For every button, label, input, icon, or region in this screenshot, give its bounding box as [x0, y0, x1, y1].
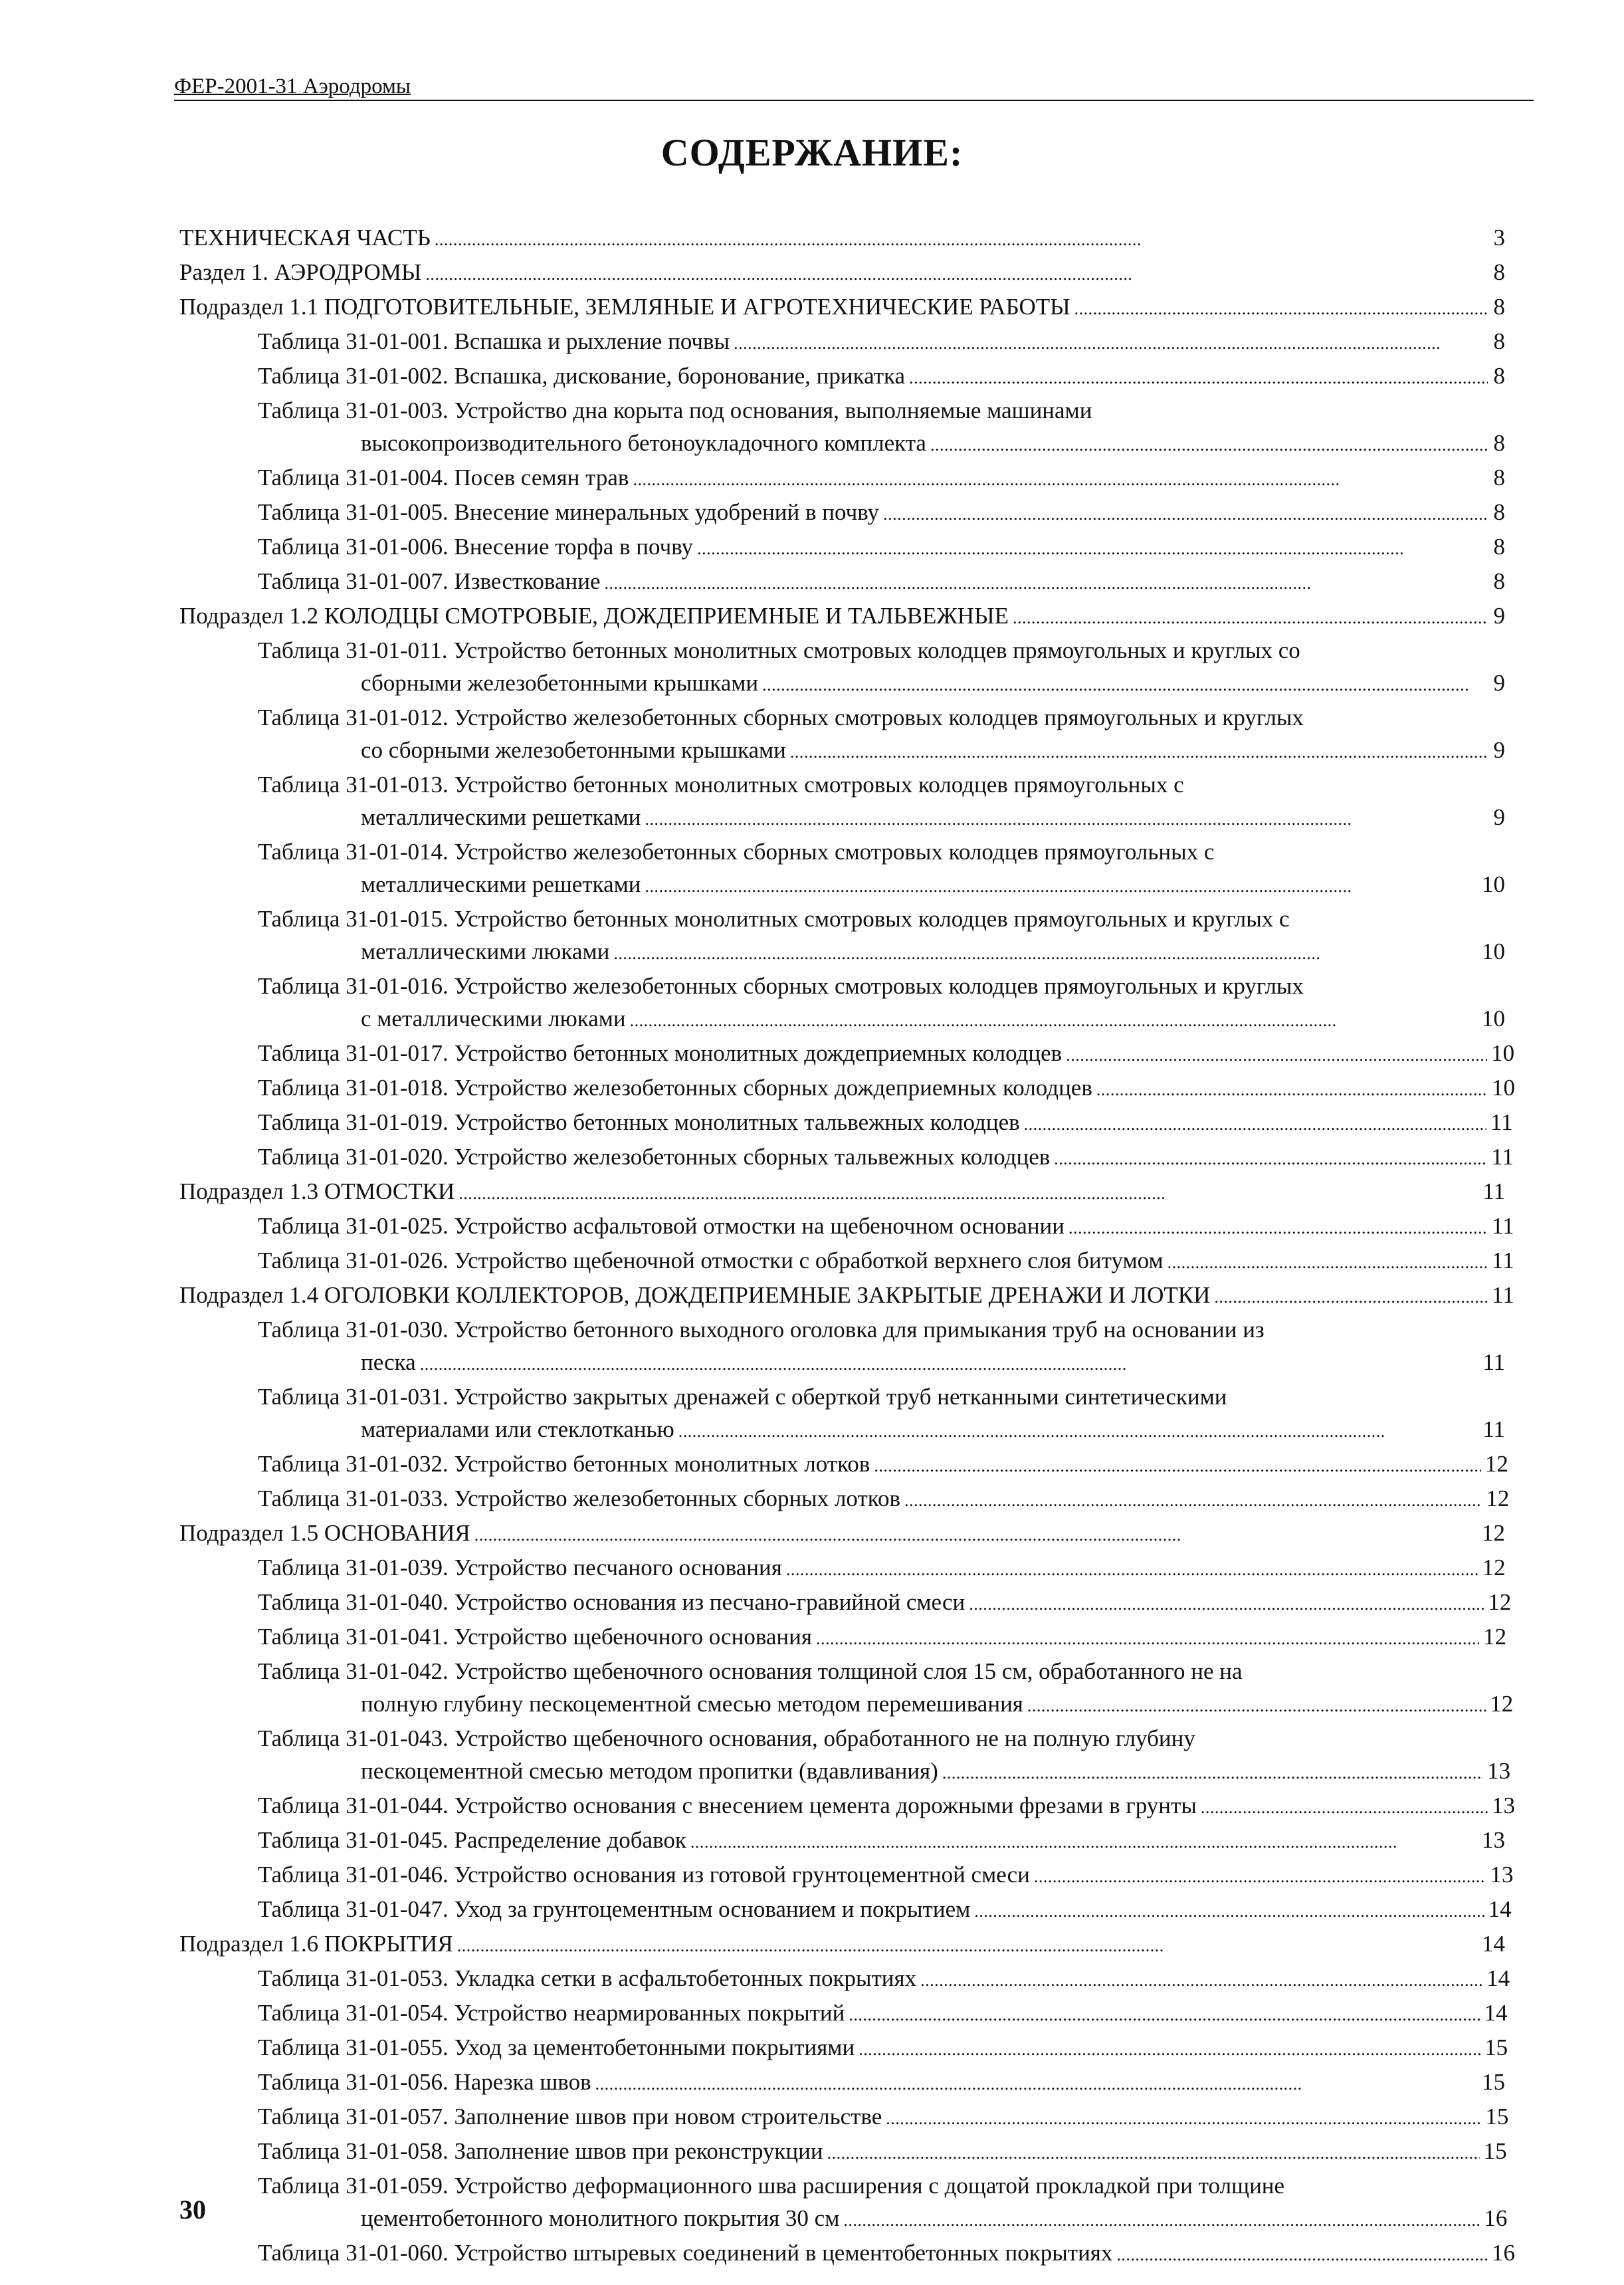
toc-entry-text: Таблица 31-01-006. Внесение торфа в почву [258, 534, 694, 560]
toc-page-number: 11 [1492, 1282, 1514, 1308]
dot-leader [1024, 1108, 1486, 1141]
toc-page-number: 8 [1493, 534, 1505, 560]
toc-entry-text: Таблица 31-01-018. Устройство железобетонных сборных дождеприемных колодцев [258, 1075, 1092, 1101]
toc-entry [179, 1380, 1505, 1448]
toc-entry [179, 634, 1505, 701]
toc-entry-text: Таблица 31-01-014. Устройство железобетонных сборных смотровых колодцев прямоугольных с [258, 839, 1215, 865]
toc-entry-text: Таблица 31-01-032. Устройство бетонных монолитных лотков [258, 1451, 870, 1477]
toc-entry [179, 360, 1505, 394]
dot-leader [474, 1519, 1478, 1551]
dot-leader [969, 1588, 1484, 1620]
toc-entry-text: Таблица 31-01-017. Устройство бетонных монолитных дождеприемных колодцев [258, 1040, 1063, 1066]
toc-entry-text: Таблица 31-01-042. Устройство щебеночного основания толщиной слоя 15 см, обработанного не на [258, 1658, 1243, 1684]
toc-entry-text: сборными железобетонными крышками [361, 670, 759, 696]
toc-entry [179, 2169, 1508, 2236]
toc-entry-text: пескоцементной смесью методом пропитки (вдавливания) [361, 1758, 938, 1784]
toc-entry-text: Таблица 31-01-031. Устройство закрытых дренажей с оберткой труб нетканными синтетическими [258, 1384, 1227, 1410]
dot-leader [1054, 1142, 1487, 1175]
toc-page-number: 11 [1482, 1349, 1505, 1375]
toc-entry-text: с металлическими люками [361, 1006, 626, 1032]
toc-page-number: 12 [1482, 1555, 1506, 1580]
toc-entry-text: Таблица 31-01-043. Устройство щебеночного основания, обработанного не на полную глубину [258, 1725, 1195, 1751]
toc-entry-text: материалами или стеклотканью [361, 1416, 674, 1442]
toc-entry [179, 599, 1505, 634]
toc-entry [179, 1655, 1514, 1722]
toc-entry-text: Подраздел 1.2 КОЛОДЦЫ СМОТРОВЫЕ, ДОЖДЕПРИЕМНЫЕ И ТАЛЬВЕЖНЫЕ [179, 603, 1009, 629]
toc-entry-text: Таблица 31-01-033. Устройство железобетонных сборных лотков [258, 1485, 900, 1511]
toc-page-number: 8 [1493, 363, 1505, 389]
toc-entry-text: Таблица 31-01-054. Устройство неармированных покрытий [258, 2000, 845, 2026]
dot-leader [1096, 1073, 1488, 1106]
dot-leader [613, 937, 1478, 970]
toc-entry-text: Таблица 31-01-057. Заполнение швов при новом строительстве [258, 2104, 882, 2129]
toc-entry [179, 701, 1505, 768]
running-title: ФЕР-2001-31 Аэродромы [174, 74, 411, 98]
toc-page-number: 11 [1492, 1248, 1514, 1273]
toc-entry-text: цементобетонного монолитного покрытия 30 см [361, 2205, 840, 2231]
dot-leader [645, 870, 1478, 903]
page-number: 30 [179, 2195, 206, 2225]
toc-entry-text: Таблица 31-01-004. Посев семян трав [258, 465, 629, 490]
toc-page-number: 9 [1493, 670, 1505, 696]
toc-entry-text: Таблица 31-01-055. Уход за цементобетонными покрытиями [258, 2034, 855, 2060]
dot-leader [786, 1553, 1478, 1586]
dot-leader [859, 2033, 1480, 2066]
dot-leader [1201, 1791, 1488, 1824]
toc-page-number: 8 [1493, 328, 1505, 354]
toc-entry [179, 1482, 1510, 1517]
toc-page-number: 8 [1493, 294, 1505, 320]
toc-entry [179, 1620, 1505, 1655]
toc-page-number: 16 [1484, 2205, 1508, 2231]
dot-leader [849, 1999, 1480, 2031]
toc-entry [179, 1722, 1511, 1789]
dot-leader [827, 2137, 1480, 2169]
toc-page-number: 8 [1493, 430, 1505, 456]
toc-page-number: 8 [1493, 568, 1505, 594]
toc-page-number: 14 [1486, 1965, 1510, 1991]
toc-page-number: 12 [1482, 1520, 1505, 1546]
toc-entry-text: Таблица 31-01-053. Укладка сетки в асфальтобетонных покрытиях [258, 1965, 917, 1991]
toc-entry-text: со сборными железобетонными крышками [361, 737, 786, 763]
dot-leader [874, 1450, 1481, 1482]
toc-entry-text: Подраздел 1.5 ОСНОВАНИЯ [179, 1520, 470, 1546]
toc-entry-text: Таблица 31-01-045. Распределение добавок [258, 1827, 686, 1853]
dot-leader [1068, 1212, 1488, 1244]
toc-entry-text: Таблица 31-01-047. Уход за грунтоцементным основанием и покрытием [258, 1896, 971, 1922]
toc-page-number: 11 [1482, 1416, 1505, 1442]
dot-leader [1167, 1246, 1488, 1279]
toc-entry [179, 1824, 1505, 1858]
toc-entry [179, 1279, 1514, 1313]
toc-page-number: 11 [1491, 1144, 1514, 1170]
dot-leader [974, 1895, 1484, 1927]
toc-page-number: 13 [1487, 1758, 1511, 1784]
toc-page-number: 13 [1492, 1793, 1515, 1818]
dot-leader [1116, 2238, 1488, 2271]
dot-leader [678, 1415, 1479, 1448]
running-header [174, 73, 1534, 101]
toc-entry [179, 768, 1505, 835]
toc-entry-text: Подраздел 1.1 ПОДГОТОВИТЕЛЬНЫЕ, ЗЕМЛЯНЫЕ И АГРОТЕХНИЧЕСКИЕ РАБОТЫ [179, 294, 1070, 320]
dot-leader [843, 2204, 1480, 2236]
toc-entry-text: Таблица 31-01-059. Устройство деформационного шва расширения с дощатой прокладкой при толщине [258, 2173, 1285, 2199]
toc-entry-text: металлическими люками [361, 938, 610, 964]
toc-entry [179, 461, 1505, 496]
toc-entry-text: песка [361, 1349, 416, 1375]
toc-entry-text: Таблица 31-01-016. Устройство железобетонных сборных смотровых колодцев прямоугольных и круглых [258, 973, 1304, 999]
toc-entry-text: Подраздел 1.4 ОГОЛОВКИ КОЛЛЕКТОРОВ, ДОЖДЕПРИЕМНЫЕ ЗАКРЫТЫЕ ДРЕНАЖИ И ЛОТКИ [179, 1282, 1211, 1308]
dot-leader [457, 1929, 1478, 1962]
toc-entry-text: Таблица 31-01-040. Устройство основания из песчано-гравийной смеси [258, 1589, 965, 1615]
toc-entry-text: Таблица 31-01-026. Устройство щебеночной отмостки с обработкой верхнего слоя битумом [258, 1248, 1164, 1273]
dot-leader [883, 498, 1488, 530]
toc-entry-text: Подраздел 1.6 ПОКРЫТИЯ [179, 1931, 453, 1957]
toc-entry-text: Таблица 31-01-007. Известкование [258, 568, 601, 594]
toc-page-number: 14 [1484, 2000, 1508, 2026]
toc-page-number: 15 [1483, 2138, 1507, 2164]
toc-entry [179, 2236, 1515, 2271]
dot-leader [790, 736, 1488, 768]
toc-page-number: 8 [1493, 465, 1505, 490]
toc-page-number: 10 [1492, 1075, 1515, 1101]
toc-page-number: 8 [1493, 259, 1505, 285]
dot-leader [595, 2068, 1478, 2100]
toc-entry [179, 1175, 1505, 1210]
dot-leader [435, 223, 1488, 256]
toc-entry-text: Таблица 31-01-013. Устройство бетонных монолитных смотровых колодцев прямоугольных с [258, 772, 1184, 798]
dot-leader [1027, 1689, 1486, 1722]
toc-entry [179, 325, 1505, 360]
toc-page-number: 9 [1493, 737, 1505, 763]
toc-page-number: 12 [1490, 1691, 1514, 1717]
dot-leader [1066, 1039, 1487, 1071]
dot-leader [604, 567, 1488, 599]
dot-leader [816, 1622, 1479, 1655]
dot-leader [904, 1484, 1482, 1517]
toc-page-number: 10 [1482, 1006, 1505, 1032]
toc-entry [179, 1586, 1512, 1620]
toc-entry-text: Таблица 31-01-002. Вспашка, дискование, боронование, прикатка [258, 363, 906, 389]
toc-entry [179, 496, 1505, 530]
toc-entry [179, 2031, 1508, 2066]
dot-leader [930, 429, 1488, 461]
toc-entry-text: Таблица 31-01-001. Вспашка и рыхление почвы [258, 328, 730, 354]
toc-entry-text: Таблица 31-01-046. Устройство основания из готовой грунтоцементной смеси [258, 1862, 1030, 1888]
toc-entry-text: Таблица 31-01-005. Внесение минеральных удобрений в почву [258, 499, 880, 525]
toc-page-number: 13 [1490, 1862, 1514, 1888]
toc-entry-text: Таблица 31-01-044. Устройство основания с внесением цемента дорожными фрезами в грунты [258, 1793, 1197, 1818]
toc-entry-text: Таблица 31-01-020. Устройство железобетонных сборных тальвежных колодцев [258, 1144, 1051, 1170]
toc-page-number: 8 [1493, 499, 1505, 525]
dot-leader [690, 1826, 1478, 1858]
toc-page-number: 12 [1486, 1485, 1510, 1511]
toc-entry-text: металлическими решетками [361, 871, 641, 897]
dot-leader [920, 1964, 1482, 1997]
dot-leader [420, 1348, 1479, 1380]
toc-entry-text: Таблица 31-01-012. Устройство железобетонных сборных смотровых колодцев прямоугольных и круглых [258, 705, 1304, 730]
toc-page-number: 10 [1482, 871, 1505, 897]
dot-leader [633, 463, 1488, 496]
toc-entry-text: Таблица 31-01-030. Устройство бетонного выходного оголовка для примыкания труб на основании из [258, 1317, 1265, 1343]
dot-leader [762, 669, 1488, 701]
toc-entry [179, 1962, 1510, 1997]
dot-leader [697, 532, 1488, 565]
dot-leader [645, 803, 1488, 835]
toc-page-number: 16 [1492, 2240, 1515, 2266]
toc-page-number: 3 [1493, 225, 1505, 251]
toc-page-number: 11 [1491, 1213, 1514, 1239]
toc-entry-text: Таблица 31-01-060. Устройство штыревых соединений в цементобетонных покрытиях [258, 2240, 1113, 2266]
toc-entry [179, 1858, 1514, 1893]
dot-leader [458, 1177, 1478, 1210]
toc-entry [179, 2066, 1505, 2100]
dot-leader [630, 1004, 1478, 1037]
toc-entry [179, 1071, 1515, 1106]
dot-leader [942, 1757, 1483, 1789]
toc-entry [179, 835, 1505, 903]
dot-leader [1074, 292, 1488, 325]
toc-page-number: 14 [1482, 1931, 1505, 1957]
toc-entry [179, 903, 1505, 970]
dot-leader [425, 258, 1488, 290]
toc-entry [179, 2100, 1509, 2135]
toc-entry-text: Таблица 31-01-039. Устройство песчаного основания [258, 1555, 782, 1580]
toc-entry [179, 1244, 1514, 1279]
toc-page-number: 11 [1490, 1109, 1513, 1135]
dot-leader [886, 2102, 1481, 2135]
toc-entry-text: металлическими решетками [361, 804, 641, 830]
toc-entry [179, 290, 1505, 325]
toc-entry [179, 1037, 1515, 1071]
toc-entry [179, 1517, 1505, 1551]
toc-entry [179, 1210, 1514, 1244]
toc-entry-text: Раздел 1. АЭРОДРОМЫ [179, 259, 422, 285]
toc-entry [179, 1551, 1505, 1586]
toc-page-number: 9 [1493, 603, 1505, 629]
toc-page-number: 15 [1482, 2069, 1505, 2095]
toc-entry [179, 1997, 1508, 2031]
toc-page-number: 15 [1484, 2034, 1508, 2060]
toc-entry [179, 394, 1505, 461]
toc-entry [179, 1893, 1512, 1927]
toc-page-number: 14 [1488, 1896, 1512, 1922]
toc-entry [179, 1448, 1508, 1482]
toc-entry-text: Таблица 31-01-019. Устройство бетонных монолитных тальвежных колодцев [258, 1109, 1020, 1135]
toc-page-number: 12 [1483, 1624, 1507, 1650]
dot-leader [734, 327, 1488, 360]
toc-page-number: 12 [1484, 1451, 1508, 1477]
toc-entry [179, 1789, 1515, 1824]
toc-entry-text: Таблица 31-01-058. Заполнение швов при реконструкции [258, 2138, 823, 2164]
toc-entry [179, 565, 1505, 599]
toc-entry [179, 530, 1505, 565]
toc-entry-text: высокопроизводительного бетоноукладочного комплекта [361, 430, 926, 456]
dot-leader [1013, 601, 1488, 634]
toc-page-number: 15 [1485, 2104, 1509, 2129]
toc-entry-text: ТЕХНИЧЕСКАЯ ЧАСТЬ [179, 225, 431, 251]
toc-entry-text: Таблица 31-01-003. Устройство дна корыта под основания, выполняемые машинами [258, 397, 1092, 423]
dot-leader [909, 362, 1488, 394]
toc-entry [179, 256, 1505, 290]
toc-entry-text: Таблица 31-01-056. Нарезка швов [258, 2069, 591, 2095]
toc-entry-text: Подраздел 1.3 ОТМОСТКИ [179, 1178, 455, 1204]
toc-page-number: 13 [1482, 1827, 1505, 1853]
toc-entry [179, 221, 1505, 256]
toc-page-number: 11 [1482, 1178, 1505, 1204]
toc-entry [179, 1313, 1505, 1380]
page-title: СОДЕРЖАНИЕ: [660, 131, 964, 174]
toc-entry-text: Таблица 31-01-015. Устройство бетонных монолитных смотровых колодцев прямоугольных и круглых с [258, 906, 1290, 932]
table-of-contents [179, 221, 1515, 2271]
toc-entry [179, 1106, 1513, 1141]
dot-leader [1214, 1281, 1488, 1313]
toc-page-number: 10 [1491, 1040, 1515, 1066]
toc-page-number: 12 [1488, 1589, 1512, 1615]
toc-entry-text: полную глубину пескоцементной смесью методом перемешивания [361, 1691, 1023, 1717]
dot-leader [1034, 1860, 1486, 1893]
toc-entry-text: Таблица 31-01-025. Устройство асфальтовой отмостки на щебеночном основании [258, 1213, 1065, 1239]
toc-entry-text: Таблица 31-01-041. Устройство щебеночного основания [258, 1624, 812, 1650]
toc-page-number: 10 [1482, 938, 1505, 964]
toc-entry [179, 1141, 1514, 1175]
toc-page-number: 9 [1493, 804, 1505, 830]
toc-entry-text: Таблица 31-01-011. Устройство бетонных монолитных смотровых колодцев прямоугольных и круглых со [258, 637, 1300, 663]
toc-entry [179, 1927, 1505, 1962]
toc-entry [179, 2135, 1505, 2169]
toc-entry [179, 970, 1505, 1037]
